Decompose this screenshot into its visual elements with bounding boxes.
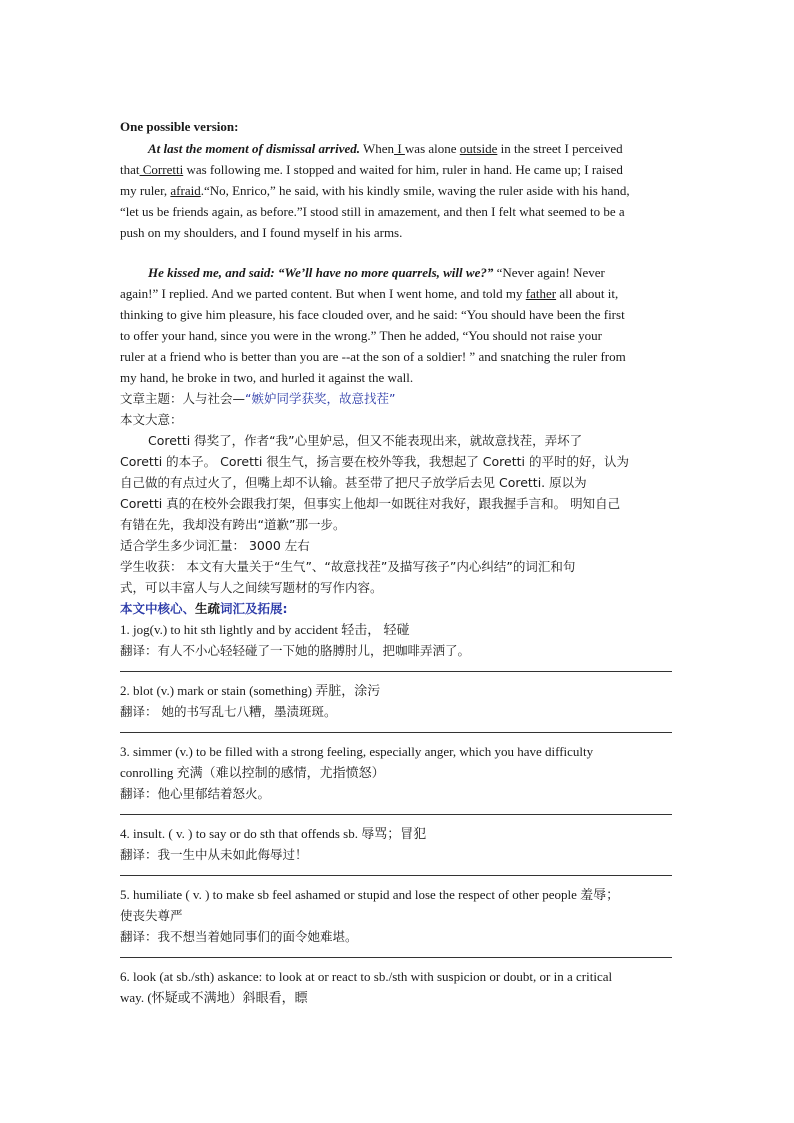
entry-definition: 1. jog(v.) to hit sth lightly and by accident 轻击， 轻碰	[120, 622, 410, 637]
paragraph-lead: He kissed me, and said: “We’ll have no more quarrels, will we?”	[148, 265, 494, 280]
text-line: “let us be friends again, as before.”I stood still in amazement, and then I felt what seemed to be a	[120, 204, 625, 219]
vocab-entry	[120, 619, 676, 661]
underlined-word: afraid	[170, 183, 201, 198]
summary-section	[120, 409, 676, 535]
paragraph-lead: At last the moment of dismissal arrived.	[148, 141, 360, 156]
theme-value: “嫉妒同学获奖，故意找茬”	[245, 391, 396, 406]
text-line: 有错在先，我却没有跨出“道歉”那一步。	[120, 517, 346, 532]
answer-line	[120, 732, 672, 733]
story-paragraph-2: He kissed me, and said: “We’ll have no more quarrels, will we?” “Never again! Never again!” I replied. And we parted content. But when I went home, and told my father all about it, thinking to give him pleasure, his face clouded over, and he said: “You should have been the first to offer your hand, since you were in the wrong.” Then he added, “You should not raise your ruler at a friend who is better than you are --at the son of a soldier! ” and snatching the ruler from my hand, he broke in two, and hurled it against the wall.	[120, 262, 676, 388]
vocab-entry	[120, 884, 676, 947]
entry-translation: 翻译：他心里郁结着怒火。	[120, 786, 271, 801]
entry-translation: 翻译： 她的书写乱七八糟，墨渍斑斑。	[120, 704, 337, 719]
text-line: 式，可以丰富人与人之间续写题材的写作内容。	[120, 580, 383, 595]
underlined-word: I	[394, 141, 405, 156]
story-paragraph-1: At last the moment of dismissal arrived. When I was alone outside in the street I perceived that Corretti was following me. I stopped and waited for him, ruler in hand. He came up; I raised my ruler, afraid.“No, Enrico,” he said, with his kindly smile, waving the ruler aside with his hand, “let us be friends again, as before.”I stood still in amazement, and then I felt what seemed to be a push on my shoulders, and I found myself in his arms.	[120, 138, 676, 243]
vocab-size-line: 适合学生多少词汇量： 3000 左右	[120, 538, 310, 553]
entry-definition: 3. simmer (v.) to be filled with a strong feeling, especially anger, which you have difficulty	[120, 744, 594, 759]
entry-definition: 4. insult. ( v. ) to say or do sth that offends sb. 辱骂；冒犯	[120, 826, 427, 841]
vocab-entry	[120, 741, 676, 804]
summary-label: 本文大意：	[120, 412, 183, 427]
text-line: 学生收获： 本文有大量关于“生气”、“故意找茬”及描写孩子”内心纠结”的词汇和句	[120, 559, 576, 574]
text-line: my hand, he broke in two, and hurled it against the wall.	[120, 370, 414, 385]
underlined-word: Corretti	[139, 162, 184, 177]
entry-definition-cont: 使丧失尊严	[120, 908, 183, 923]
answer-line	[120, 957, 672, 958]
document-page	[120, 116, 676, 1008]
text-line: Coretti 真的在校外会跟我打架，但事实上他却一如既往对我好，跟我握手言和。 明知自己	[120, 496, 621, 511]
text-line: ruler at a friend who is better than you are --at the son of a soldier! ” and snatching the ruler from	[120, 349, 626, 364]
entry-definition: 6. look (at sb./sth) askance: to look at or react to sb./sth with suspicion or doubt, or in a critical	[120, 969, 613, 984]
vocab-heading: 本文中核心、生疏词汇及拓展:	[120, 601, 288, 616]
entry-translation: 翻译：有人不小心轻轻碰了一下她的胳膊肘儿，把咖啡弄洒了。	[120, 643, 471, 658]
entry-translation: 翻译：我不想当着她同事们的面令她难堪。	[120, 929, 358, 944]
vocab-entry	[120, 823, 676, 865]
entry-definition-cont: way. (怀疑或不满地）斜眼看，瞟	[120, 990, 308, 1005]
entry-definition: 5. humiliate ( v. ) to make sb feel ashamed or stupid and lose the respect of other people 羞辱；	[120, 887, 620, 902]
answer-line	[120, 671, 672, 672]
vocab-entry	[120, 966, 676, 1008]
underlined-word: father	[525, 286, 557, 301]
vocab-entry	[120, 680, 676, 722]
text-line: Coretti 的本子。 Coretti 很生气，扬言要在校外等我，我想起了 Coretti 的平时的好，认为	[120, 454, 629, 469]
text-line: push on my shoulders, and I found myself in his arms.	[120, 225, 403, 240]
text-line: to offer your hand, since you were in the wrong.” Then he added, “You should not raise your	[120, 328, 602, 343]
answer-line	[120, 875, 672, 876]
underlined-word: outside	[459, 141, 498, 156]
entry-definition: 2. blot (v.) mark or stain (something) 弄脏，涂污	[120, 683, 381, 698]
entry-definition-cont: conrolling 充满（难以控制的感情，尤指愤怒）	[120, 765, 385, 780]
text-line: thinking to give him pleasure, his face clouded over, and he said: “You should have been the first	[120, 307, 625, 322]
version-heading: One possible version:	[120, 119, 239, 134]
answer-line	[120, 814, 672, 815]
text-line: 自己做的有点过火了，但嘴上却不认输。甚至带了把尺子放学后去见 Coretti. 原以为	[120, 475, 587, 490]
theme-line: 文章主题：人与社会—“嫉妒同学获奖，故意找茬”	[120, 391, 396, 406]
text-line: Coretti 得奖了，作者“我”心里妒忌，但又不能表现出来，就故意找茬，弄坏了	[148, 433, 583, 448]
entry-translation: 翻译：我一生中从未如此侮辱过！	[120, 847, 308, 862]
